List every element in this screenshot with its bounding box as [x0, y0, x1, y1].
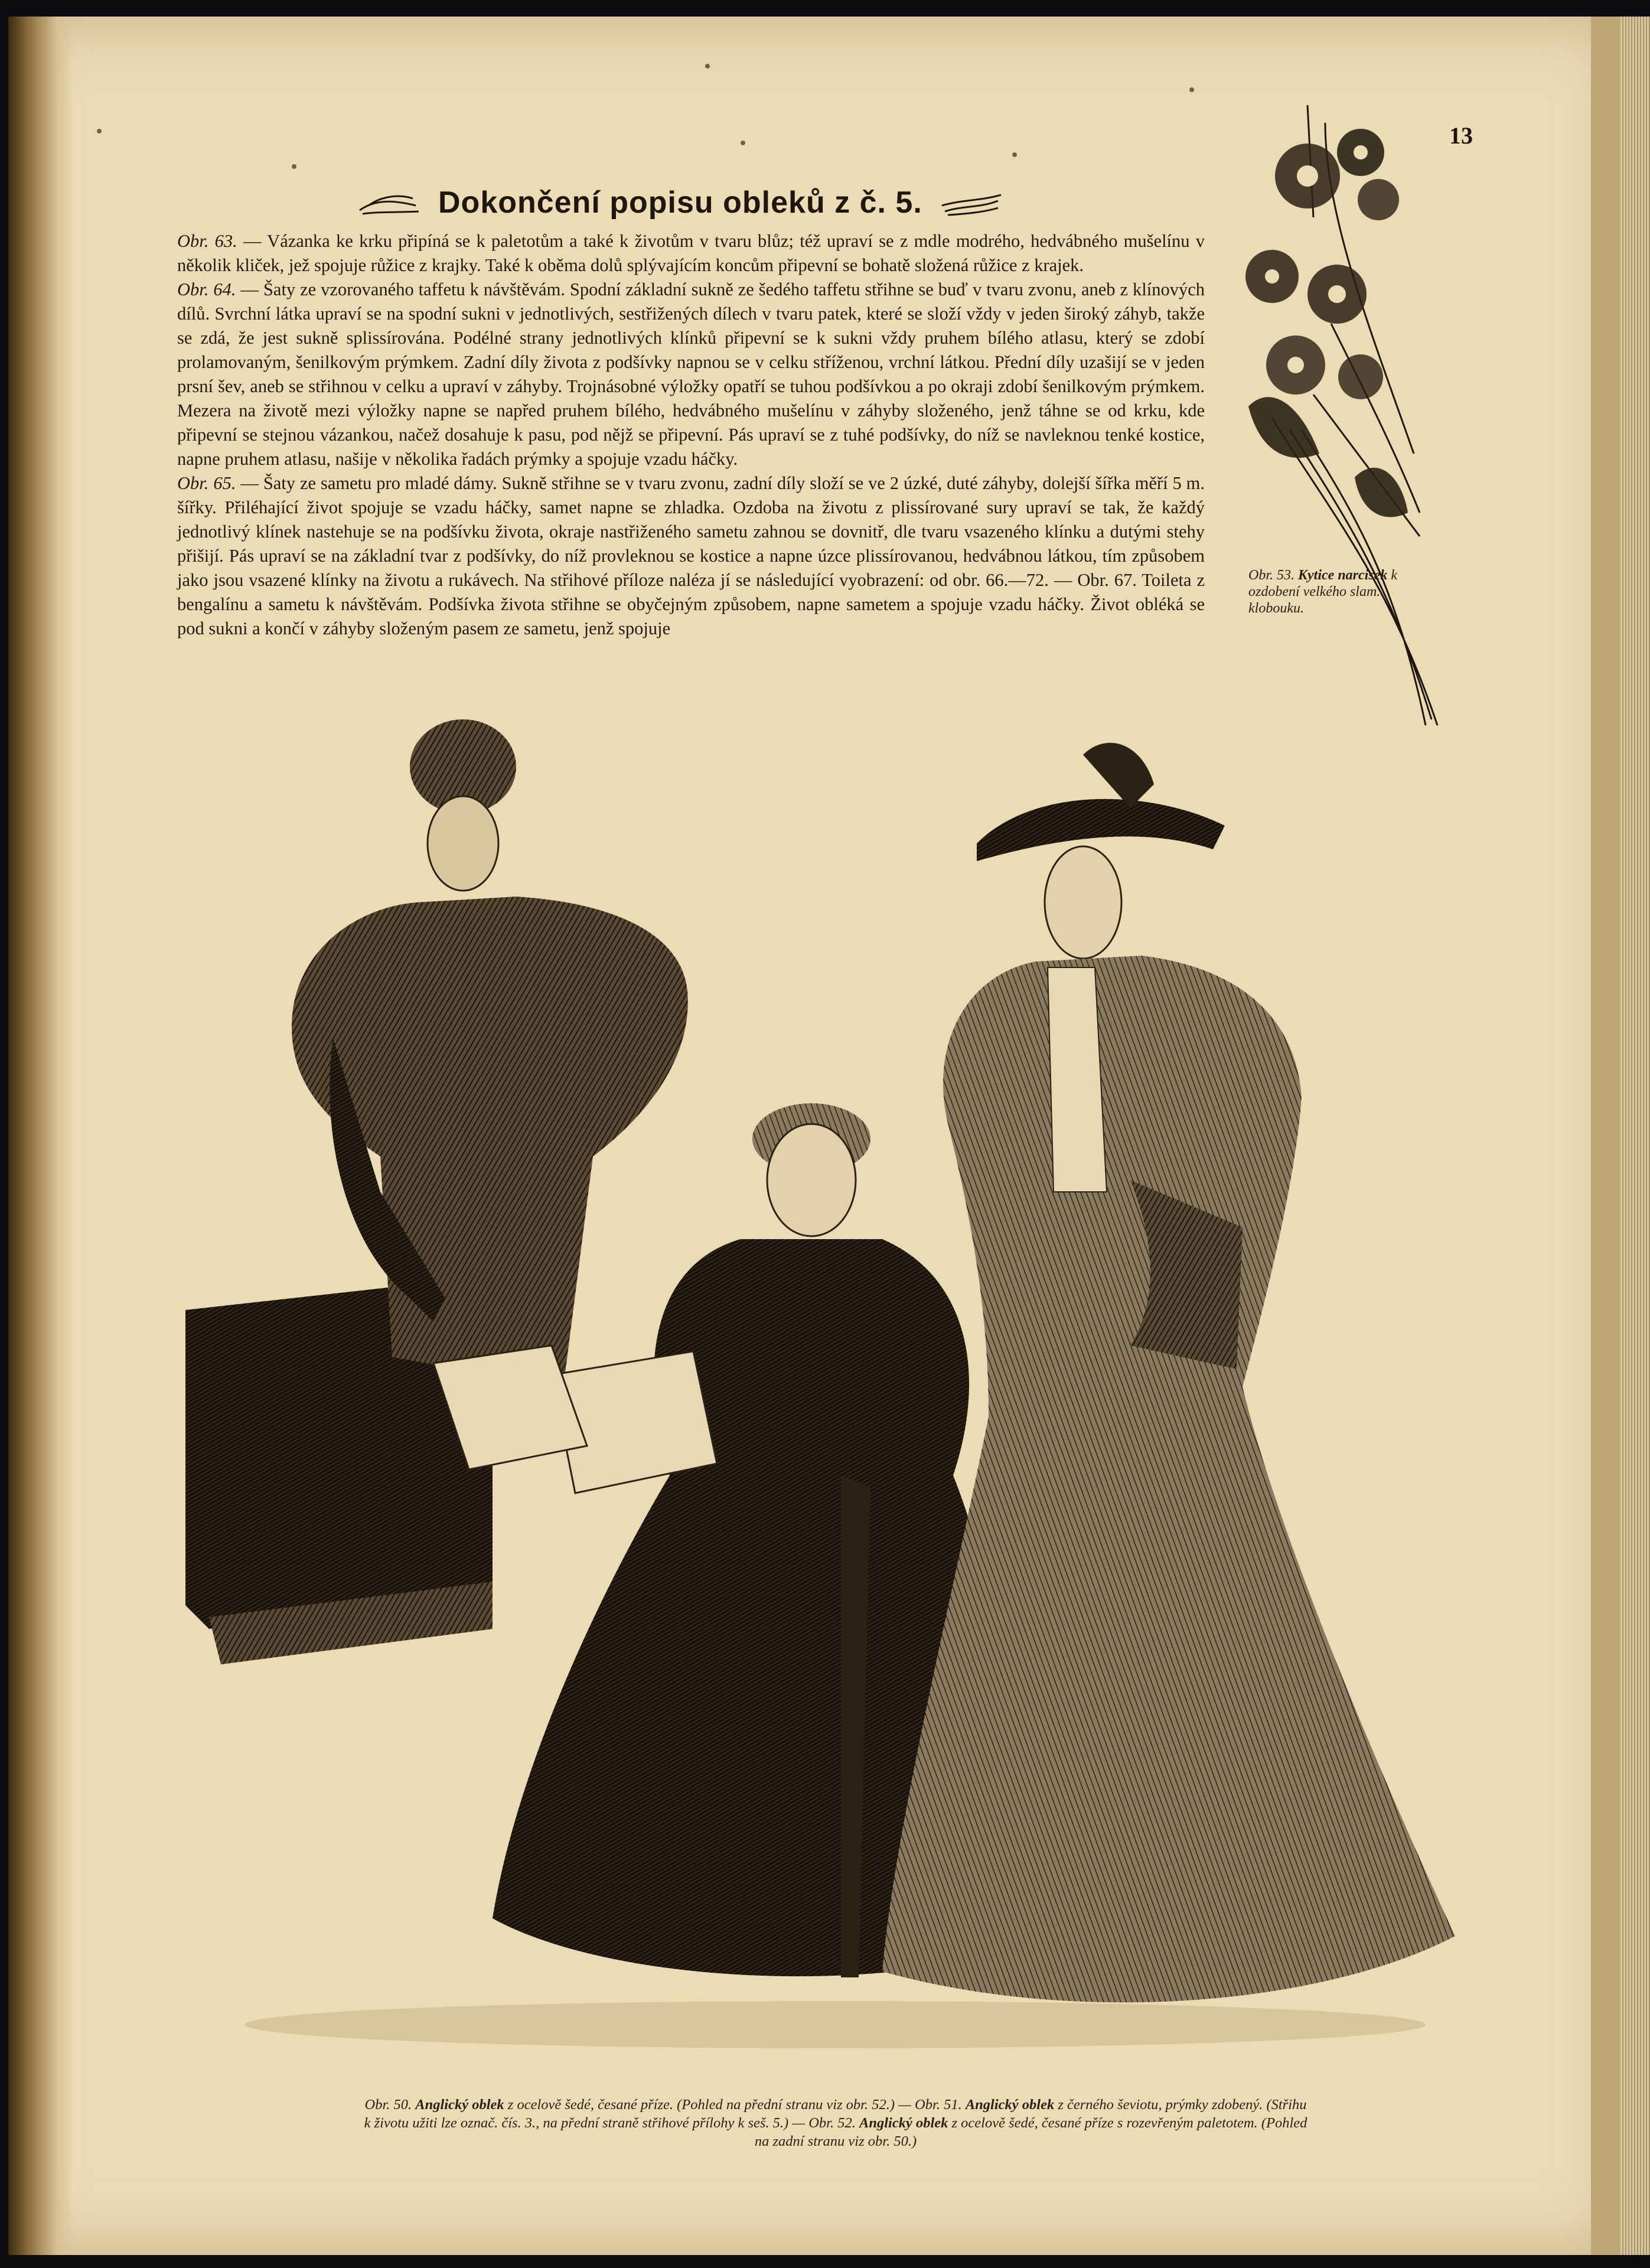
speck: [1189, 87, 1194, 92]
fashion-plate-illustration: [185, 708, 1485, 2084]
flower-bouquet-illustration: [1237, 99, 1461, 737]
speck: [1012, 152, 1017, 157]
speck: [705, 64, 710, 69]
paragraph-obr-65: Obr. 65. — Šaty ze sametu pro mladé dámy. Sukně střihne se v tvaru zvonu, zadní díly složí se ve 2 úzké, duté záhyby, dolejší šířka měří 5 m. šířky. Přiléhající život spojuje se vzadu háčky, samet napne se zhladka. Ozdoba na životu z plissírované sury upraví se tak, že každý jednotlivý klínek nastehuje se na podšívku života, okraje nastřiženého sametu zahnou se dovnitř, dle tvaru vsazeného klínku a dutými stehy přišijí. Pás upraví se na základní tvar z podšívky, do níž provleknou se kostice a napne úzce plissírovanou, hedvábnou látkou, tím způsobem jako jsou vsazené klínky na životu a rukávech. Na střihové příloze naléza jí se následující vyobrazení: od obr. 66.—72. — Obr. 67. Toileta z bengalínu a sametu k návštěvám. Podšívka života střihne se obyčejným způsobem, napne sametem a spojuje vzadu háčky. Život obléká se pod sukni a končí v záhyby složeným pasem ze sametu, jenž spojuje: [177, 473, 1205, 638]
figure-caption: [177, 2096, 1494, 2150]
caption-line-3: na zadní stranu viz obr. 50.): [754, 2133, 917, 2149]
book-gutter: [8, 17, 73, 2255]
section-heading: [357, 182, 1071, 223]
paragraph-obr-63: Obr. 63. — Vázanka ke krku připíná se k paletotům a také k životům v tvaru blůz; též upraví se z mdle modrého, hedvábného mušelínu v několik kliček, jež spojuje růžice z krajky. Také k oběma dolů splývajícím koncům připevní se bohatě složená růžice z krajek.: [177, 231, 1205, 275]
article-body: [177, 229, 1205, 641]
bouquet-caption: Obr. 53. Kytice narcisek k ozdobení velkého slam. klobouku.: [1248, 568, 1397, 616]
page-stack-edge: [1620, 17, 1650, 2255]
speck: [97, 129, 102, 133]
magazine-page: [8, 17, 1626, 2255]
heading-text: Dokončení popisu obleků z č. 5.: [438, 185, 922, 220]
page-number: 13: [1449, 122, 1473, 149]
left-flourish-icon: [357, 188, 422, 217]
caption-line-1: Obr. 50. Anglický oblek z ocelově šedé, česané příze. (Pohled na přední stranu viz obr. 52.) — Obr. 51. Anglický oblek z černého ševiotu, prýmky zdobený. (Střihu: [364, 2097, 1307, 2113]
paragraph-obr-64: Obr. 64. — Šaty ze vzorovaného taffetu k návštěvám. Spodní základní sukně ze šedého taffetu střihne se buď v tvaru zvonu, aneb z klínových dílů. Svrchní látka upraví se na spodní sukni v jednotlivých, sestřižených dílech v tvaru patek, které se složí vždy v jeden široký záhyb, takže se zdá, že jest sukně splissírována. Podélné strany jednotlivých klínků připevní se k sukni vždy pruhem bílého atlasu, který se zdobí prolamovaným, šenilkovým prýmkem. Zadní díly života z podšívky napnou se v celku stříženou, vrchní látkou. Přední díly uzašijí se v jeden prsní šev, aneb se střihnou v celku a upraví v záhyby. Trojnásobné výložky opatří se tuhou podšívkou a po okraji zdobí šenilkovým prýmkem. Mezera na životě mezi výložky napne se napřed pruhem bílého, hedvábného mušelínu v záhyby složeného, jenž táhne se od krku, kde připevní se stejnou vázankou, načež dosahuje k pasu, pod nějž se připevní. Pás upraví se z tuhé podšívky, do níž se navleknou tenké kostice, napne pruhem atlasu, našije v několika řadách prýmky a spojuje vzadu háčky.: [177, 279, 1205, 469]
right-flourish-icon: [939, 188, 1004, 217]
speck: [741, 141, 745, 145]
speck: [292, 164, 296, 169]
caption-line-2: k životu užiti lze označ. čís. 3., na přední straně střihové přílohy k seš. 5.) — Obr. 52. Anglický oblek z ocelově šedé, česané příze s rozevřeným paletotem. (Pohled: [364, 2115, 1307, 2131]
